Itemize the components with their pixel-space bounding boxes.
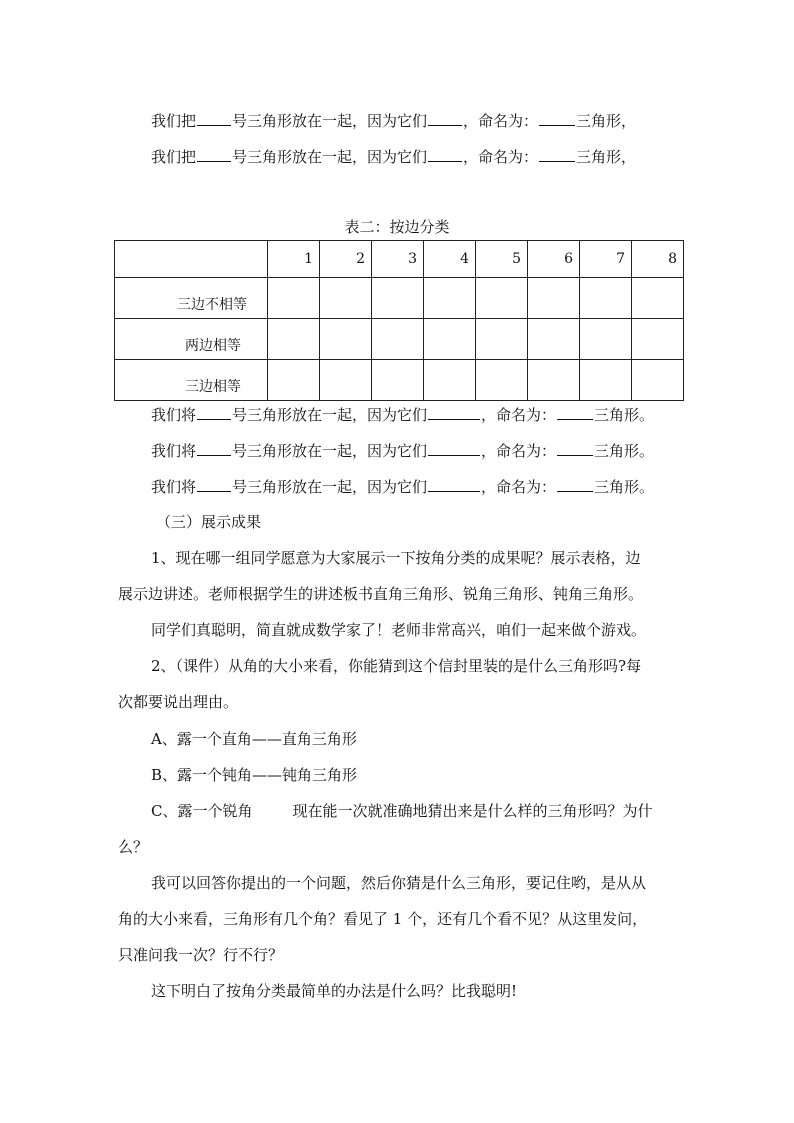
fill-blank [197,110,231,126]
text-segment: ，命名为： [481,478,557,496]
table-cell [268,278,320,319]
paragraph-line: 这下明白了按角分类最简单的办法是什么吗？比我聪明! [151,982,518,1000]
column-header: 4 [424,241,476,278]
after-line-1 [151,404,654,425]
row-label: 两边相等 [115,319,268,360]
text-segment: 三角形。 [594,478,655,496]
text-segment: 我们把 [151,112,197,130]
text-segment: ，命名为： [463,112,539,130]
table-cell [528,278,580,319]
row-label: 三边相等 [115,360,268,401]
text-segment: ，命名为： [481,406,557,424]
text-segment: 我们将 [151,442,197,460]
column-header: 3 [372,241,424,278]
intro-line-1 [151,110,636,131]
table-cell [580,360,632,401]
fill-blank [197,476,231,492]
table-cell [632,278,684,319]
column-header: 7 [580,241,632,278]
table-row [115,278,684,319]
text-segment: 号三角形放在一起，因为它们 [232,406,428,424]
fill-blank [197,404,231,420]
table-cell [476,278,528,319]
section-heading: （三）展示成果 [156,513,262,531]
fill-blank [428,440,480,456]
table-cell [372,278,424,319]
column-header: 5 [476,241,528,278]
table-cell [320,360,372,401]
fill-blank [428,476,480,492]
table-cell [632,360,684,401]
paragraph-line: 角的大小来看，三角形有几个角？看见了 1 个，还有几个看不见？从这里发问， [118,910,648,928]
paragraph-line: 展示边讲述。老师根据学生的讲述板书直角三角形、锐角三角形、钝角三角形。 [118,585,644,603]
text-segment: ，命名为： [463,148,539,166]
fill-blank [428,404,480,420]
table-cell [424,360,476,401]
table-header-row [115,241,684,278]
table-cell [424,319,476,360]
text-segment: 现在能一次就准确地猜出来是什么样的三角形吗？为什 [292,802,653,820]
text-segment: ，命名为： [481,442,557,460]
paragraph-line: 同学们真聪明，简直就成数学家了！老师非常高兴，咱们一起来做个游戏。 [151,621,647,639]
table-cell [268,360,320,401]
text-segment: 号三角形放在一起，因为它们 [232,148,428,166]
paragraph-line: 2、（课件）从角的大小来看，你能猜到这个信封里装的是什么三角形吗?每 [151,657,642,675]
text-segment: 三角形。 [594,442,655,460]
text-segment: 号三角形放在一起，因为它们 [232,112,428,130]
table-cell [528,319,580,360]
column-header: 6 [528,241,580,278]
table-cell [632,319,684,360]
after-line-2 [151,440,654,461]
classification-table [114,240,684,401]
option-a: A、露一个直角——直角三角形 [151,730,357,748]
fill-blank [428,110,462,126]
table-cell [320,319,372,360]
fill-blank [197,440,231,456]
fill-blank [557,440,593,456]
paragraph-line: 只准问我一次？行不行？ [118,946,284,964]
table-cell [268,319,320,360]
fill-blank [557,404,593,420]
table-cell [424,278,476,319]
table-cell [580,278,632,319]
fill-blank [557,476,593,492]
table-cell [476,360,528,401]
text-segment: 三角形， [576,148,637,166]
table-row [115,360,684,401]
corner-cell [115,241,268,278]
text-segment: 三角形。 [594,406,655,424]
table-row [115,319,684,360]
option-b: B、露一个钝角——钝角三角形 [151,766,358,784]
intro-line-2 [151,146,636,167]
column-header: 2 [320,241,372,278]
text-segment: 号三角形放在一起，因为它们 [232,478,428,496]
column-header: 8 [632,241,684,278]
column-header: 1 [268,241,320,278]
paragraph-line: 1、现在哪一组同学愿意为大家展示一下按角分类的成果呢？展示表格，边 [151,549,641,567]
paragraph-line: 次都要说出理由。 [118,693,239,711]
text-segment: 我们将 [151,478,197,496]
fill-blank [428,146,462,162]
table-cell [320,278,372,319]
text-segment: 我们把 [151,148,197,166]
paragraph-line: 我可以回答你提出的一个问题，然后你猜是什么三角形，要记住哟，是从从 [151,874,647,892]
table-cell [372,360,424,401]
table-caption: 表二：按边分类 [344,218,450,236]
table-cell [580,319,632,360]
fill-blank [539,146,575,162]
table-cell [372,319,424,360]
fill-blank [197,146,231,162]
text-segment: 三角形， [576,112,637,130]
table-cell [528,360,580,401]
fill-blank [539,110,575,126]
after-line-3 [151,476,654,497]
table-cell [476,319,528,360]
text-segment: C、露一个锐角 [151,802,253,820]
paragraph-line: 么？ [118,838,149,856]
text-segment: 我们将 [151,406,197,424]
row-label: 三边不相等 [115,278,268,319]
option-c [151,801,653,821]
text-segment: 号三角形放在一起，因为它们 [232,442,428,460]
